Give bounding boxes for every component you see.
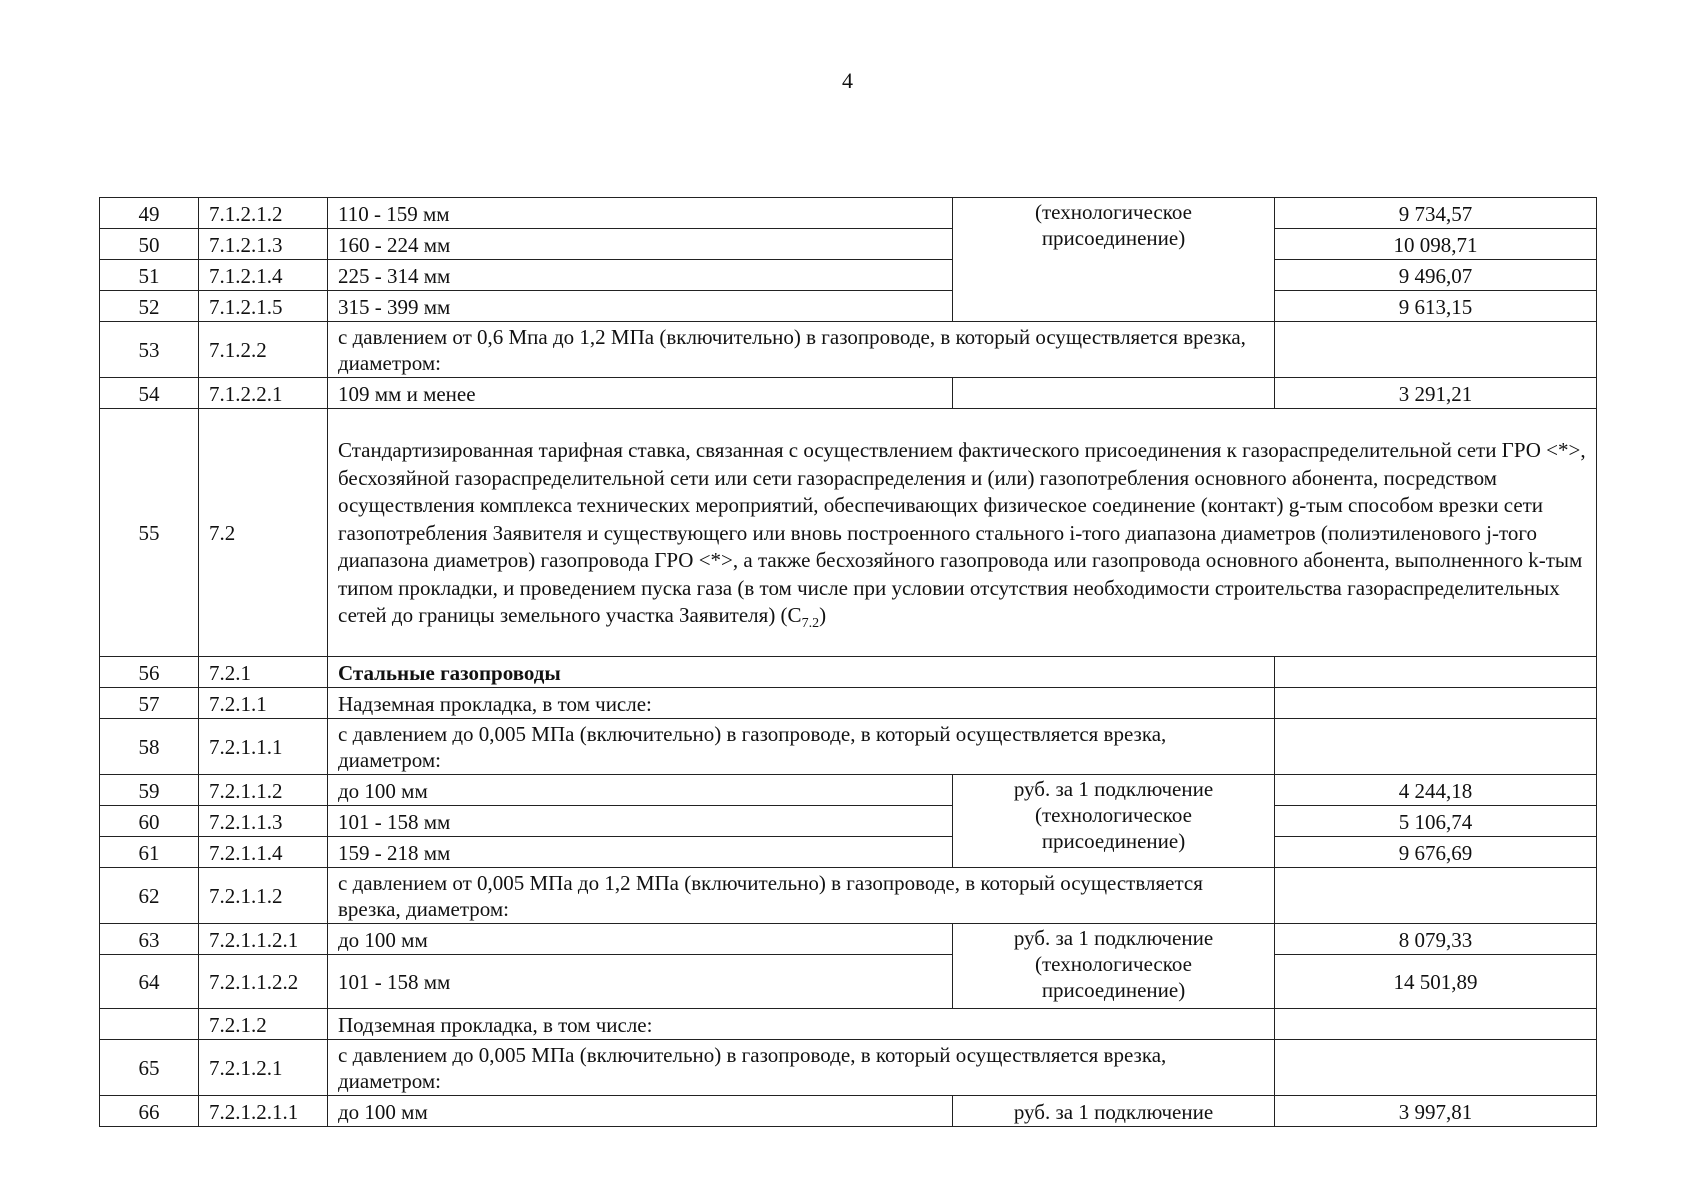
row-number: 65 [100, 1040, 199, 1096]
row-code: 7.1.2.1.4 [199, 260, 328, 291]
row-code: 7.1.2.2 [199, 322, 328, 378]
row-description: 159 - 218 мм [328, 837, 953, 868]
table-row [100, 409, 1597, 657]
row-code: 7.1.2.1.3 [199, 229, 328, 260]
table-row [100, 198, 1597, 229]
table-row [100, 378, 1597, 409]
row-number: 52 [100, 291, 199, 322]
row-code: 7.2.1 [199, 657, 328, 688]
row-description: 160 - 224 мм [328, 229, 953, 260]
long-text: Стандартизированная тарифная ставка, связанная с осуществлением фактического присоединения к газораспределительной сети ГРО <*>, бесхозяйной газораспределительной сети или сети газораспределения и (или) газопотребления основного абонента, посредством осуществления комплекса технических мероприятий, обеспечивающих физическое соединение (контакт) g-тым способом врезки сети газопотребления Заявителя и существующего или вновь построенного стального i-того диапазона диаметров (полиэтиленового j-того диапазона диаметров) газопровода ГРО <*>, а также бесхозяйного газопровода или газопровода основного абонента, выполненного k-тым типом прокладки, и проведением пуска газа (в том числе при условии отсутствия необходимости строительства газораспределительных сетей до границы земельного участка Заявителя) (С [338, 438, 1586, 628]
table-row [100, 1040, 1597, 1096]
row-code: 7.2.1.1.2.1 [199, 924, 328, 955]
long-text-tail: ) [819, 603, 827, 628]
row-code: 7.2.1.1.3 [199, 806, 328, 837]
row-value [1275, 1040, 1597, 1096]
row-value [1275, 322, 1597, 378]
row-code: 7.2.1.2.1 [199, 1040, 328, 1096]
page-number: 4 [842, 68, 853, 93]
row-value: 3 997,81 [1275, 1096, 1597, 1127]
table-row [100, 1096, 1597, 1127]
row-number: 51 [100, 260, 199, 291]
row-number [100, 1009, 199, 1040]
row-value: 9 613,15 [1275, 291, 1597, 322]
section-heading: Стальные газопроводы [328, 657, 1275, 688]
row-description: до 100 мм [328, 1096, 953, 1127]
unit-cell: руб. за 1 подключение (технологическое присоединение) [953, 775, 1275, 868]
table-row [100, 657, 1597, 688]
table-row [100, 775, 1597, 806]
row-number: 66 [100, 1096, 199, 1127]
unit-cell: руб. за 1 подключение (технологическое присоединение) [953, 924, 1275, 1009]
unit-cell: руб. за 1 подключение [953, 1096, 1275, 1127]
row-number: 56 [100, 657, 199, 688]
subscript: 7.2 [801, 616, 820, 632]
row-code: 7.2.1.1.2 [199, 775, 328, 806]
row-description: 315 - 399 мм [328, 291, 953, 322]
row-number: 64 [100, 955, 199, 1009]
table-row [100, 955, 1597, 1009]
row-code: 7.2.1.1.4 [199, 837, 328, 868]
row-description: Надземная прокладка, в том числе: [328, 688, 1275, 719]
row-value: 3 291,21 [1275, 378, 1597, 409]
row-value [1275, 868, 1597, 924]
row-description: 110 - 159 мм [328, 198, 953, 229]
row-value: 4 244,18 [1275, 775, 1597, 806]
row-description: с давлением до 0,005 МПа (включительно) в газопроводе, в который осуществляется врезка, диаметром: [328, 1040, 1275, 1096]
table-row [100, 719, 1597, 775]
row-number: 61 [100, 837, 199, 868]
row-code: 7.2.1.1.1 [199, 719, 328, 775]
table-row [100, 688, 1597, 719]
row-value: 9 676,69 [1275, 837, 1597, 868]
row-value: 10 098,71 [1275, 229, 1597, 260]
row-number: 63 [100, 924, 199, 955]
row-description: до 100 мм [328, 775, 953, 806]
table-row [100, 837, 1597, 868]
row-code: 7.2 [199, 409, 328, 657]
row-description: 101 - 158 мм [328, 806, 953, 837]
table-row [100, 291, 1597, 322]
row-number: 53 [100, 322, 199, 378]
table-row [100, 868, 1597, 924]
row-value [1275, 657, 1597, 688]
row-value: 8 079,33 [1275, 924, 1597, 955]
row-description: 225 - 314 мм [328, 260, 953, 291]
row-value: 5 106,74 [1275, 806, 1597, 837]
table-row [100, 229, 1597, 260]
row-code: 7.1.2.2.1 [199, 378, 328, 409]
table-row [100, 924, 1597, 955]
row-number: 50 [100, 229, 199, 260]
row-value [1275, 688, 1597, 719]
row-code: 7.2.1.1.2.2 [199, 955, 328, 1009]
unit-cell: (технологическое присоединение) [953, 198, 1275, 322]
table-row [100, 806, 1597, 837]
row-code: 7.1.2.1.2 [199, 198, 328, 229]
row-description: Подземная прокладка, в том числе: [328, 1009, 1275, 1040]
table-row [100, 260, 1597, 291]
unit-cell [953, 378, 1275, 409]
row-description: с давлением до 0,005 МПа (включительно) в газопроводе, в который осуществляется врезка, диаметром: [328, 719, 1275, 775]
row-number: 60 [100, 806, 199, 837]
row-description: 109 мм и менее [328, 378, 953, 409]
row-number: 62 [100, 868, 199, 924]
row-description: 101 - 158 мм [328, 955, 953, 1009]
row-value [1275, 1009, 1597, 1040]
row-value: 9 496,07 [1275, 260, 1597, 291]
row-value: 9 734,57 [1275, 198, 1597, 229]
row-code: 7.2.1.2.1.1 [199, 1096, 328, 1127]
row-value [1275, 719, 1597, 775]
row-value: 14 501,89 [1275, 955, 1597, 1009]
row-number: 55 [100, 409, 199, 657]
row-number: 54 [100, 378, 199, 409]
row-number: 49 [100, 198, 199, 229]
tariff-table [99, 197, 1597, 1127]
row-code: 7.2.1.2 [199, 1009, 328, 1040]
row-code: 7.1.2.1.5 [199, 291, 328, 322]
row-number: 59 [100, 775, 199, 806]
table-row [100, 1009, 1597, 1040]
row-description: с давлением от 0,005 МПа до 1,2 МПа (включительно) в газопроводе, в который осуществляется врезка, диаметром: [328, 868, 1275, 924]
table-row [100, 322, 1597, 378]
row-number: 58 [100, 719, 199, 775]
row-description: с давлением от 0,6 Мпа до 1,2 МПа (включительно) в газопроводе, в который осуществляется врезка, диаметром: [328, 322, 1275, 378]
row-code: 7.2.1.1 [199, 688, 328, 719]
row-code: 7.2.1.1.2 [199, 868, 328, 924]
row-number: 57 [100, 688, 199, 719]
row-description: до 100 мм [328, 924, 953, 955]
row-description-long [328, 409, 1597, 657]
